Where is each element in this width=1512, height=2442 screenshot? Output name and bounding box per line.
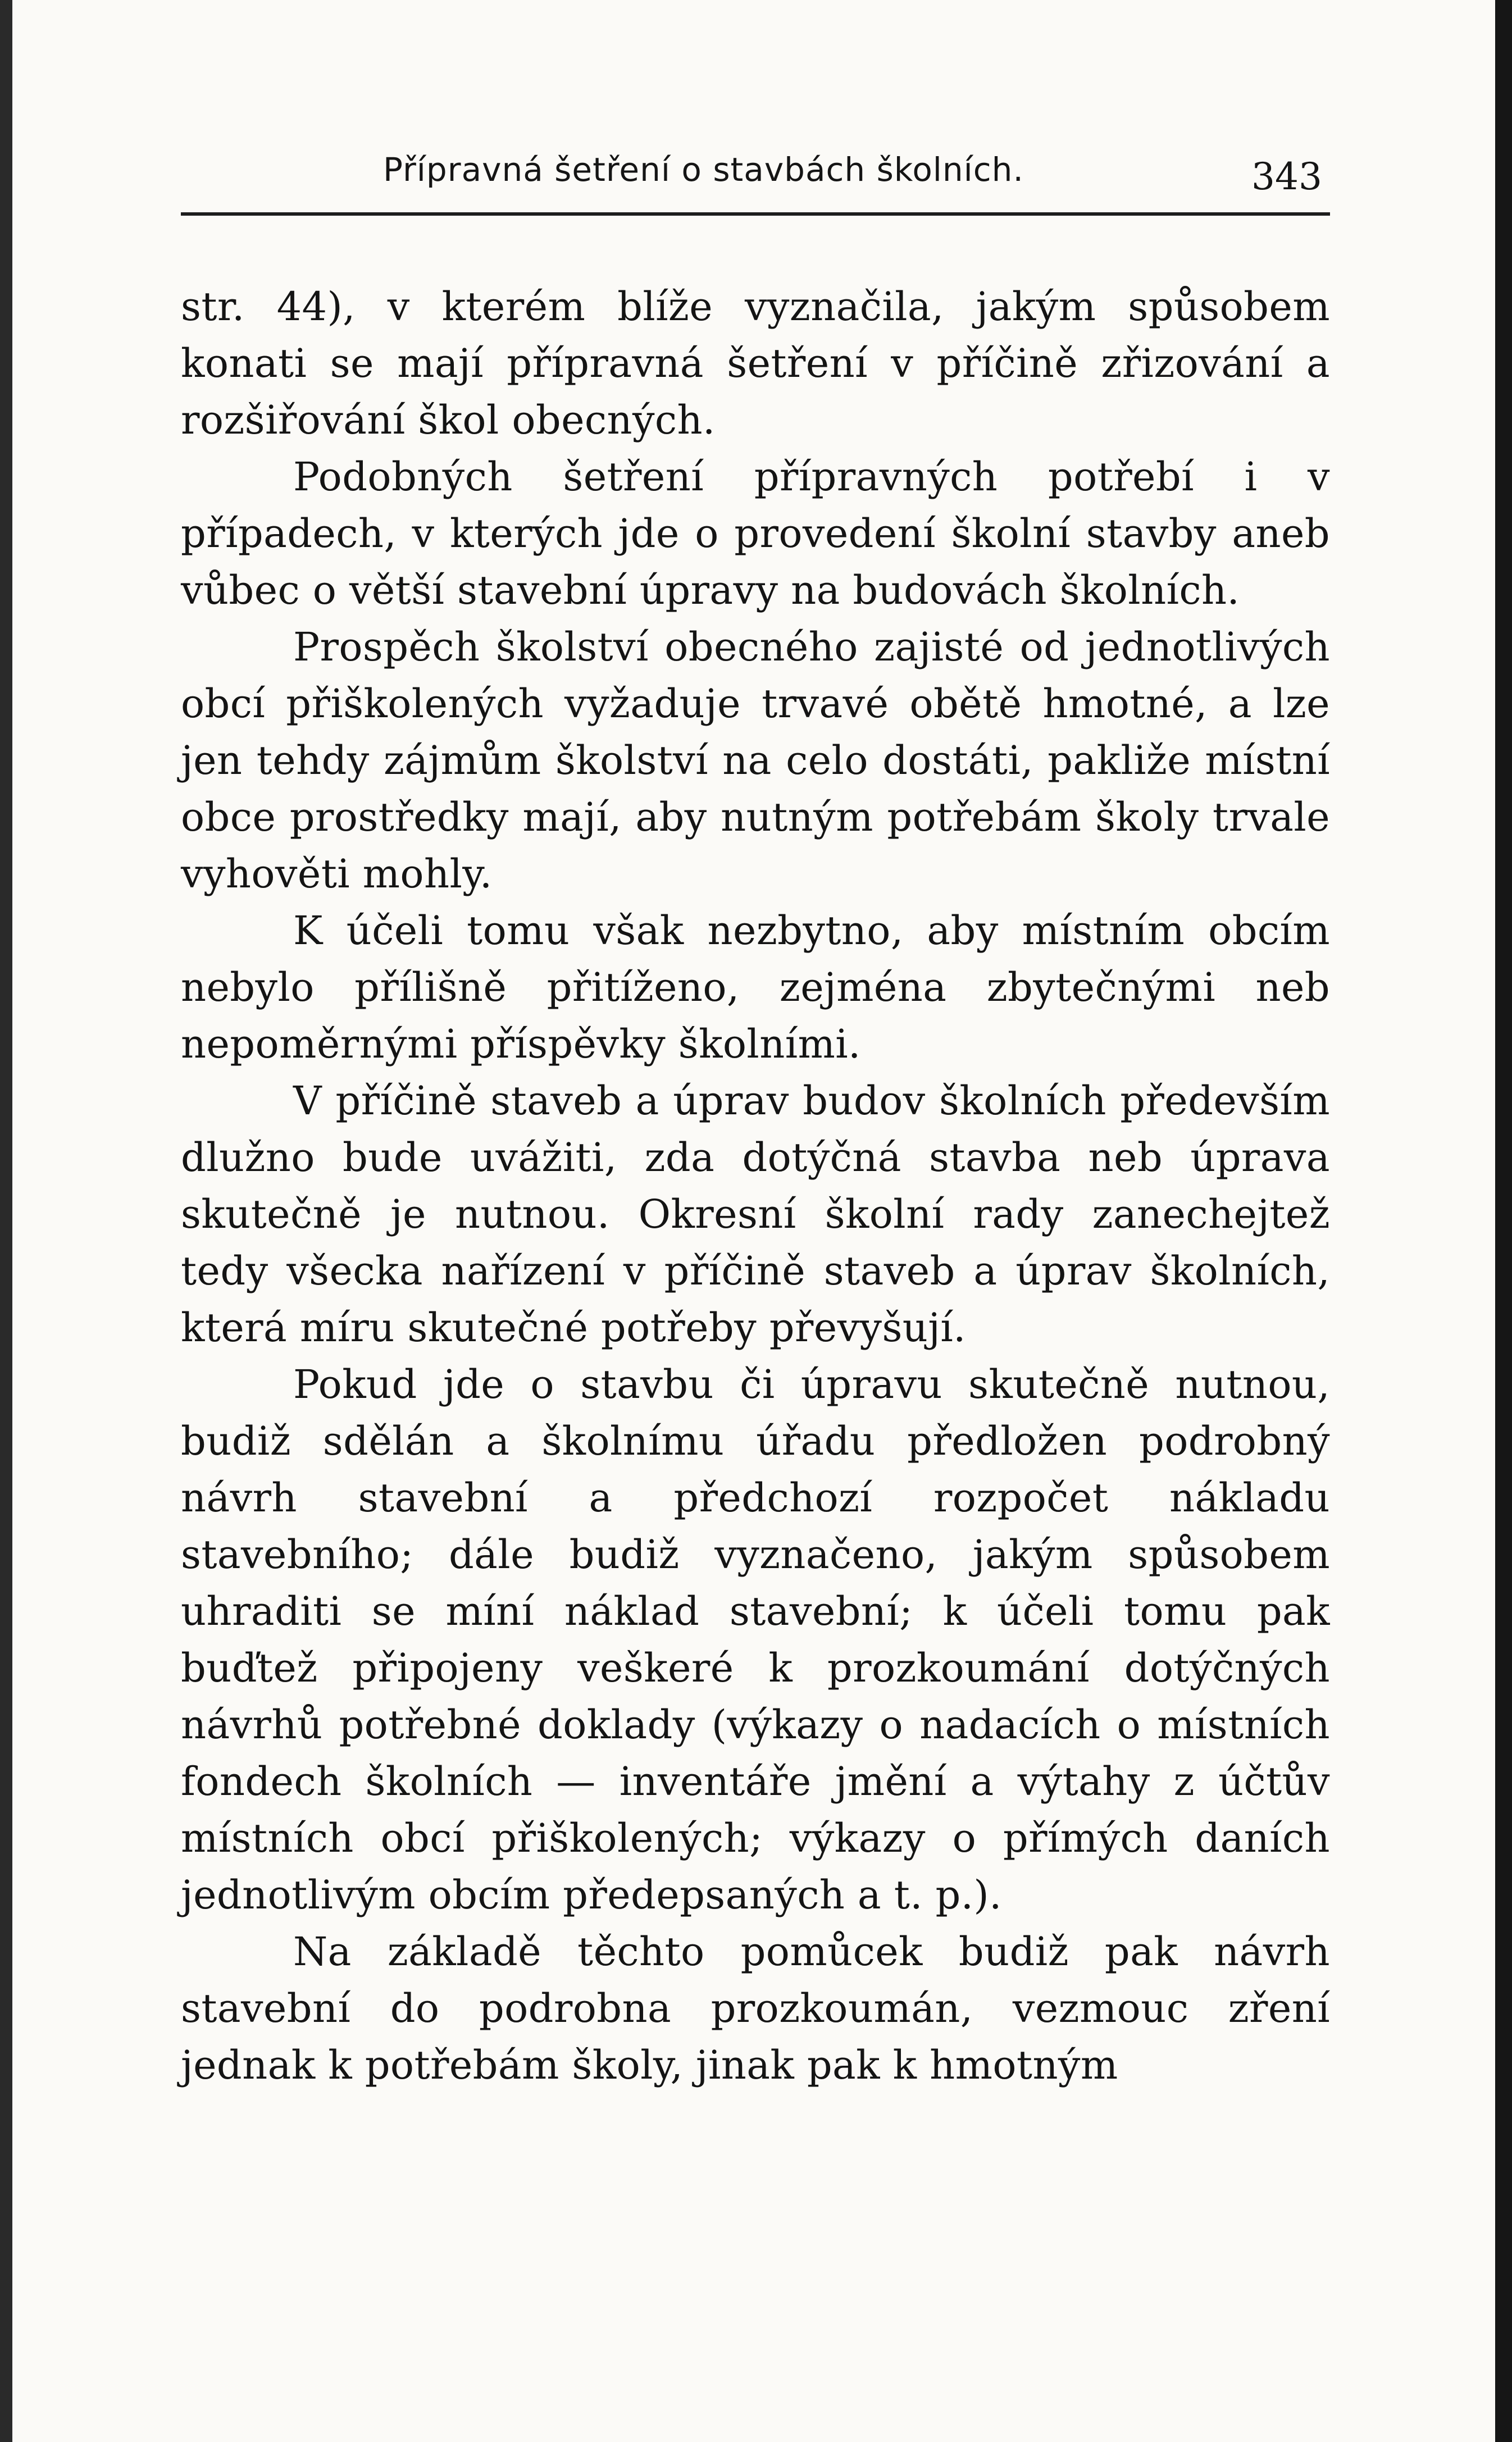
paragraph: Na základě těchto pomůcek budiž pak návrh stavební do podrobna prozkoumán, vezmouc zření jednak k potřebám školy, jinak pak k hmotným: [181, 1929, 1330, 2088]
header-rule: [181, 212, 1330, 216]
paragraph: Pokud jde o stavbu či úpravu skutečně nutnou, budiž sdělán a školnímu úřadu předložen podrobný návrh stavební a předchozí rozpočet nákladu stavebního; dále budiž vyznačeno, jakým spůsobem uhraditi se míní náklad stavební; k účeli tomu pak buďtež připojeny veškeré k prozkoumání dotýčných návrhů potřebné doklady (výkazy o nadacích o místních fondech školních — inventáře jmění a výtahy z účtův místních obcí přiškolených; výkazy o přímých daních jednotlivým obcím předepsaných a t. p.).: [181, 1361, 1330, 1918]
scan-edge-right: [1495, 0, 1512, 2442]
paragraph: Podobných šetření přípravných potřebí i v případech, v kterých jde o provedení školní stavby aneb vůbec o větší stavební úpravy na budovách školních.: [181, 454, 1330, 613]
paragraph: V příčině staveb a úprav budov školních především dlužno bude uvážiti, zda dotýčná stavba neb úprava skutečně je nutnou. Okresní školní rady zanechejtež tedy všecka nařízení v příčině staveb a úprav školních, která míru skutečné potřeby převyšují.: [181, 1078, 1330, 1351]
scan-edge-left: [0, 0, 12, 2442]
body-text: [181, 279, 1330, 2094]
paragraph: Prospěch školství obecného zajisté od jednotlivých obcí přiškolených vyžaduje trvavé obětě hmotné, a lze jen tehdy zájmům školství na celo dostáti, pakliže místní obce prostředky mají, aby nutným potřebám školy trvale vyhověti mohly.: [181, 624, 1330, 897]
page-number: 343: [1251, 155, 1322, 198]
book-page: [12, 0, 1495, 2442]
paragraph: str. 44), v kterém blíže vyznačila, jakým spůsobem konati se mají přípravná šetření v příčině zřizování a rozšiřování škol obecných.: [181, 284, 1330, 443]
running-header: Přípravná šetření o stavbách školních.: [383, 151, 1024, 189]
paragraph: K účeli tomu však nezbytno, aby místním obcím nebylo přílišně přitíženo, zejména zbytečnými neb nepoměrnými příspěvky školními.: [181, 908, 1330, 1067]
